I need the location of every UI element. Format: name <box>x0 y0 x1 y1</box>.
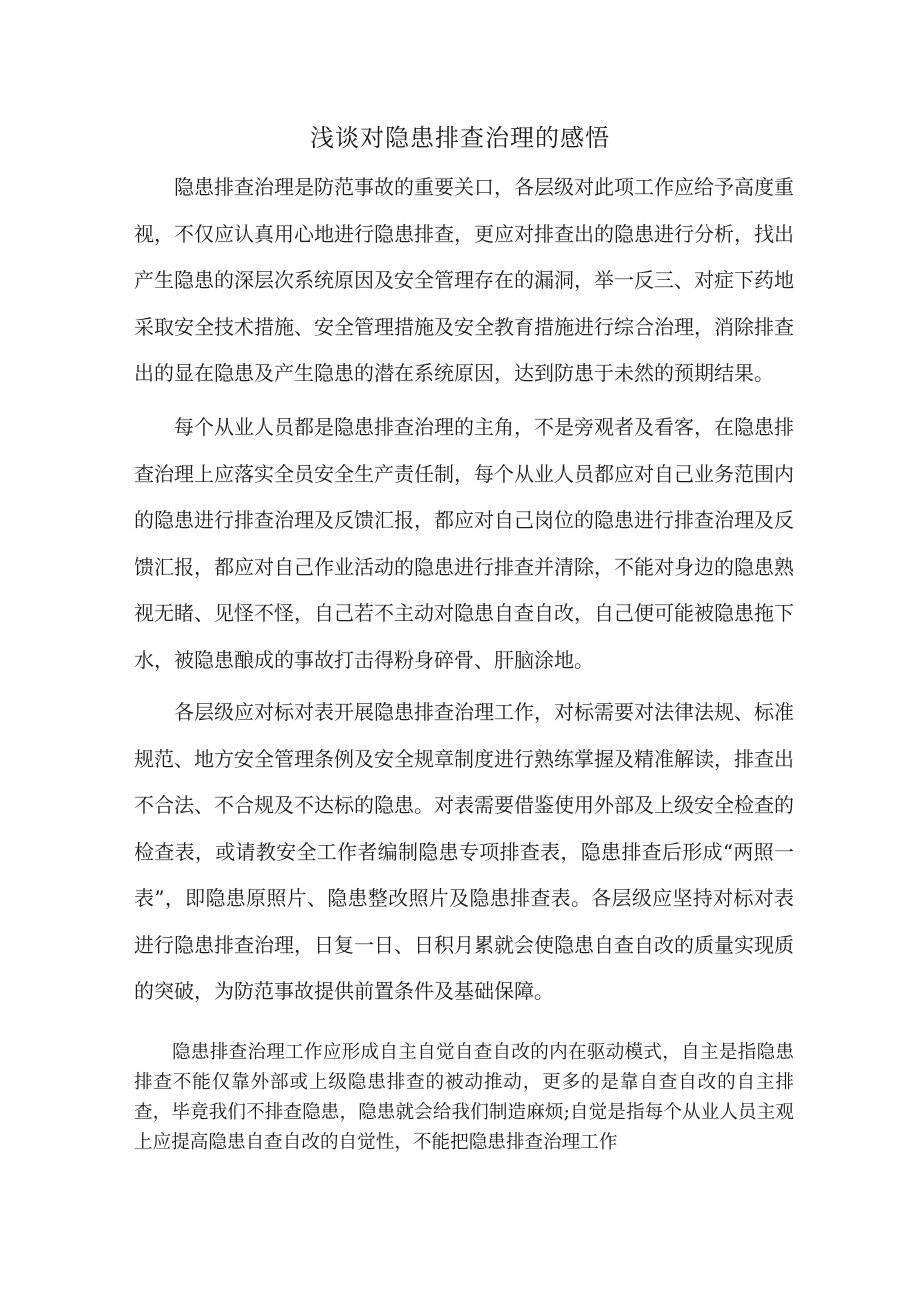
paragraph-4: 隐患排查治理工作应形成自主自觉自查自改的内在驱动模式，自主是指隐患排查不能仅靠外部或上级隐患排查的被动推动，更多的是靠自查自改的自主排查，毕竟我们不排查隐患，隐患就会给我们制造麻烦;自觉是指每个从业人员主观上应提高隐患自查自改的自觉性，不能把隐患排查治理工作 <box>134 1042 794 1153</box>
paragraph-2: 每个从业人员都是隐患排查治理的主角，不是旁观者及看客，在隐患排查治理上应落实全员安全生产责任制，每个从业人员都应对自己业务范围内的隐患进行排查治理及反馈汇报，都应对自己岗位的隐患进行排查治理及反馈汇报，都应对自己作业活动的隐患进行排查并清除，不能对身边的隐患熟视无睹、见怪不怪，自己若不主动对隐患自查自改，自己便可能被隐患拖下水，被隐患酿成的事故打击得粉身碎骨、肝脑涂地。 <box>134 415 794 672</box>
paragraph-1: 隐患排查治理是防范事故的重要关口，各层级对此项工作应给予高度重视，不仅应认真用心地进行隐患排查，更应对排查出的隐患进行分析，找出产生隐患的深层次系统原因及安全管理存在的漏洞，举一反三、对症下药地采取安全技术措施、安全管理措施及安全教育措施进行综合治理，消除排查出的显在隐患及产生隐患的潜在系统原因，达到防患于未然的预期结果。 <box>134 175 794 385</box>
paragraph-3: 各层级应对标对表开展隐患排查治理工作，对标需要对法律法规、标准规范、地方安全管理条例及安全规章制度进行熟练掌握及精准解读，排查出不合法、不合规及不达标的隐患。对表需要借鉴使用外部及上级安全检查的检查表，或请教安全工作者编制隐患专项排查表，隐患排查后形成“两照一表”，即隐患原照片、隐患整改照片及隐患排查表。各层级应坚持对标对表进行隐患排查治理，日复一日、日积月累就会使隐患自查自改的质量实现质的突破，为防范事故提供前置条件及基础保障。 <box>134 700 794 1003</box>
document-title: 浅谈对隐患排查治理的感悟 <box>310 124 610 152</box>
